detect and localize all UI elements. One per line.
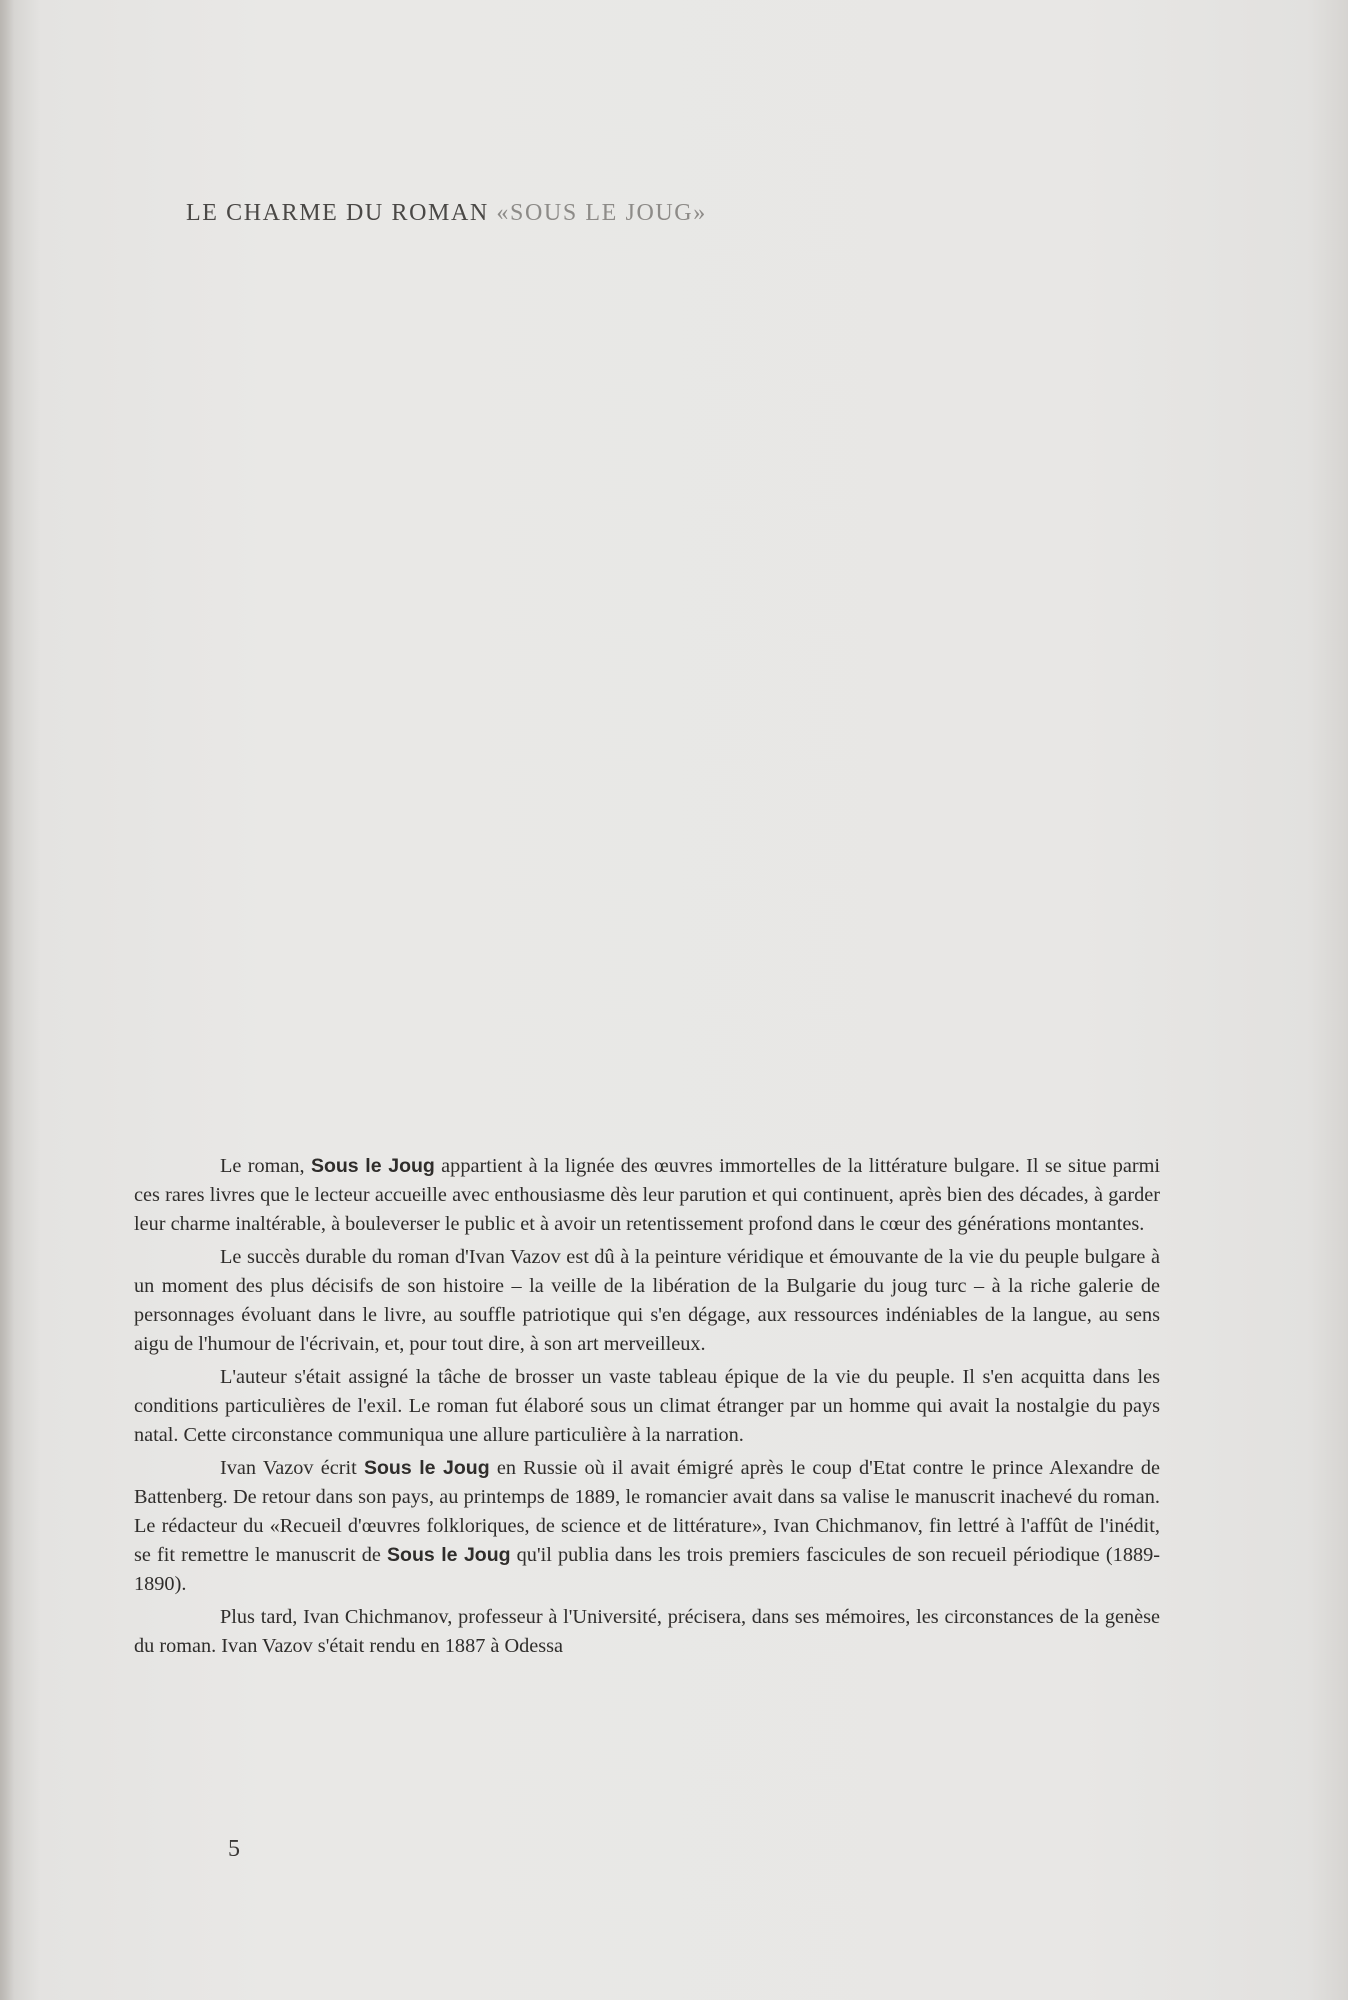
chapter-title-quote: «SOUS LE JOUG» (496, 200, 707, 226)
paragraph-1 (134, 1152, 1160, 1239)
paragraph-3: L'auteur s'était assigné la tâche de brosser un vaste tableau épique de la vie du peuple. Il s'en acquitta dans les conditions particulières de l'exil. Le roman fut élaboré sous un climat étranger par un homme qui avait la nostalgie du pays natal. Cette circonstance communiqua une allure particulière à la narration. (134, 1366, 1160, 1446)
book-title-emphasis: Sous le Joug (387, 1544, 511, 1566)
book-title-emphasis: Sous le Joug (310, 1155, 435, 1177)
paragraph-4-text-b: en Russie où il avait émigré après le coup d'Etat contre le prince Alexandre de Battenberg. De retour dans son pays, au printemps de 1889, le romancier avait dans sa valise le manuscrit inachevé du roman. Le rédacteur du «Recueil d'œuvres folkloriques, de science et de littérature», Ivan Chichmanov, fin lettré à l'affût de l'inédit, se fit remettre le manuscrit de (134, 1457, 1160, 1566)
paragraph-5: Plus tard, Ivan Chichmanov, professeur à l'Université, précisera, dans ses mémoires, les circonstances de la genèse du roman. Ivan Vazov s'était rendu en 1887 à Odessa (134, 1606, 1160, 1657)
paragraph-4-text-a: Ivan Vazov écrit (220, 1457, 364, 1479)
paragraph-1-text-b: appartient à la lignée des œuvres immortelles de la littérature bulgare. Il se situe parmi ces rares livres que le lecteur accueille avec enthousiasme dès leur parution et qui continuent, après bien des décades, à garder leur charme inaltérable, à bouleverser le public et à avoir un retentissement profond dans le cœur des générations montantes. (134, 1155, 1161, 1235)
book-title-emphasis: Sous le Joug (364, 1457, 490, 1479)
chapter-title (186, 200, 707, 227)
paragraph-2: Le succès durable du roman d'Ivan Vazov est dû à la peinture véridique et émouvante de la vie du peuple bulgare à un moment des plus décisifs de son histoire – la veille de la libération de la Bulgarie du joug turc – à la riche galerie de personnages évoluant dans le livre, au souffle patriotique qui s'en dégage, aux ressources indéniables de la langue, au sens aigu de l'humour de l'écrivain, et, pour tout dire, à son art merveilleux. (134, 1246, 1160, 1355)
chapter-title-main: LE CHARME DU ROMAN (186, 200, 497, 226)
body-text (134, 1152, 1160, 1665)
paragraph-4 (134, 1454, 1160, 1599)
paragraph-4-text-c: qu'il publia dans les trois premiers fascicules de son recueil périodique (1889-1890). (134, 1544, 1161, 1595)
paragraph-1-text-a: Le roman, (220, 1155, 311, 1177)
page-number: 5 (228, 1836, 240, 1862)
